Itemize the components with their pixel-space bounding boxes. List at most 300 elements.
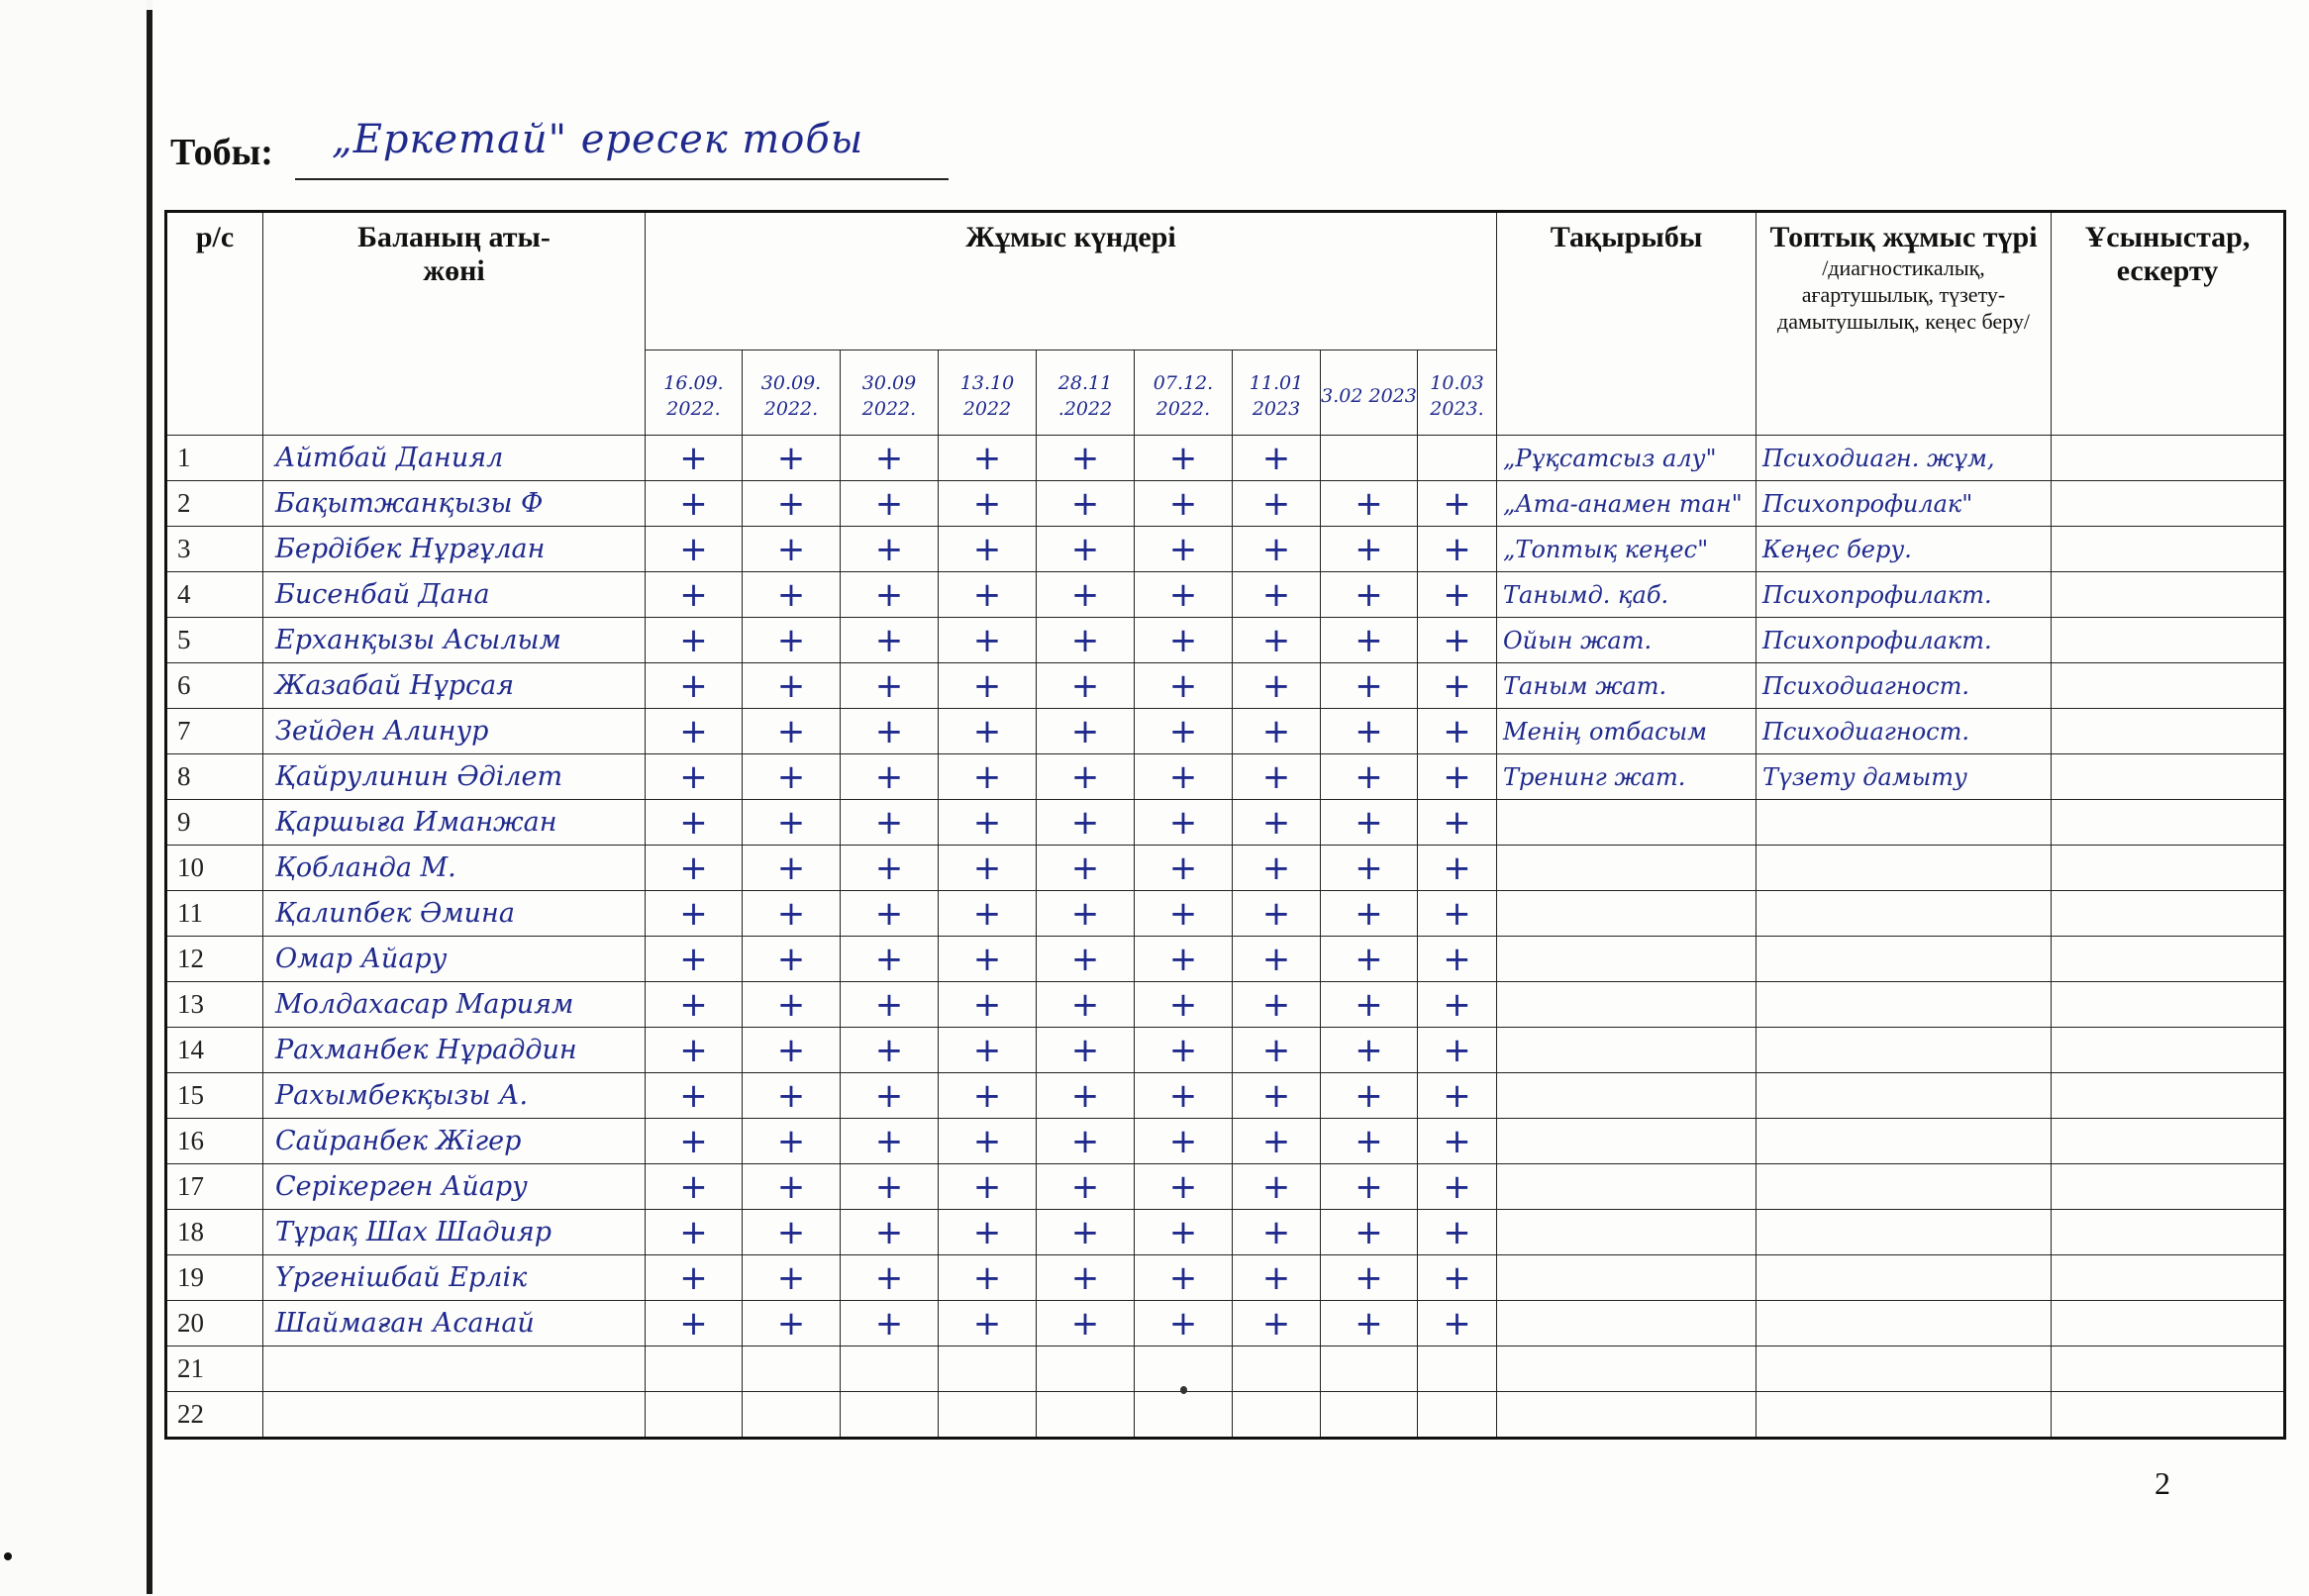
attendance-mark: +: [939, 1028, 1037, 1073]
attendance-mark: +: [646, 1164, 743, 1210]
attendance-mark: +: [743, 1210, 841, 1255]
attendance-mark: +: [841, 1301, 939, 1347]
page-number: 2: [2155, 1465, 2170, 1501]
table-row: [166, 1210, 2285, 1255]
attendance-mark: [1321, 436, 1418, 481]
remarks-cell: [2052, 754, 2285, 800]
child-name: [263, 1347, 646, 1392]
attendance-mark: +: [939, 937, 1037, 982]
row-number: 12: [166, 937, 263, 982]
attendance-mark: +: [1321, 1119, 1418, 1164]
table-row: [166, 800, 2285, 846]
date-header: 16.09. 2022.: [646, 350, 743, 436]
attendance-mark: +: [646, 846, 743, 891]
remarks-cell: [2052, 982, 2285, 1028]
attendance-mark: +: [1037, 982, 1135, 1028]
attendance-mark: +: [646, 527, 743, 572]
topic-cell: Тренинг жат.: [1497, 754, 1757, 800]
attendance-mark: +: [1135, 800, 1233, 846]
attendance-mark: +: [1418, 800, 1497, 846]
attendance-mark: +: [743, 663, 841, 709]
attendance-mark: +: [646, 1073, 743, 1119]
attendance-table: [164, 210, 2286, 1440]
attendance-mark: +: [841, 663, 939, 709]
attendance-mark: +: [1233, 1210, 1321, 1255]
attendance-mark: [1233, 1347, 1321, 1392]
attendance-mark: +: [1321, 663, 1418, 709]
attendance-mark: +: [841, 481, 939, 527]
attendance-mark: +: [841, 709, 939, 754]
attendance-mark: +: [1418, 1164, 1497, 1210]
header-work-type-note: /диагностикалық, ағартушылық, түзету-дамытушылық, кеңес беру/: [1777, 255, 2030, 334]
attendance-mark: +: [1321, 1255, 1418, 1301]
child-name: Үргенішбай Ерлік: [263, 1255, 646, 1301]
attendance-mark: +: [1037, 527, 1135, 572]
attendance-mark: +: [1233, 1073, 1321, 1119]
attendance-mark: +: [939, 527, 1037, 572]
attendance-mark: +: [1321, 481, 1418, 527]
attendance-mark: +: [1037, 846, 1135, 891]
attendance-mark: +: [1233, 663, 1321, 709]
attendance-mark: +: [1037, 618, 1135, 663]
attendance-mark: +: [1135, 937, 1233, 982]
work-type-cell: [1757, 1073, 2052, 1119]
attendance-mark: +: [743, 1073, 841, 1119]
attendance-mark: +: [743, 1164, 841, 1210]
attendance-mark: [939, 1347, 1037, 1392]
remarks-cell: [2052, 527, 2285, 572]
work-type-cell: [1757, 1301, 2052, 1347]
attendance-mark: +: [1037, 481, 1135, 527]
child-name: Қайрулинин Әділет: [263, 754, 646, 800]
topic-cell: [1497, 1347, 1757, 1392]
attendance-mark: +: [1135, 1164, 1233, 1210]
attendance-mark: +: [841, 618, 939, 663]
attendance-mark: +: [939, 982, 1037, 1028]
attendance-mark: +: [1233, 1255, 1321, 1301]
work-type-cell: [1757, 982, 2052, 1028]
attendance-mark: +: [1418, 1073, 1497, 1119]
topic-cell: [1497, 891, 1757, 937]
attendance-mark: +: [1135, 572, 1233, 618]
row-number: 8: [166, 754, 263, 800]
row-number: 19: [166, 1255, 263, 1301]
topic-cell: [1497, 1073, 1757, 1119]
row-number: 9: [166, 800, 263, 846]
work-type-cell: [1757, 1210, 2052, 1255]
attendance-mark: +: [841, 1164, 939, 1210]
attendance-mark: +: [1135, 709, 1233, 754]
attendance-mark: +: [1135, 1073, 1233, 1119]
row-number: 14: [166, 1028, 263, 1073]
table-row: [166, 1073, 2285, 1119]
attendance-mark: +: [841, 1255, 939, 1301]
child-name: Бақытжанқызы Ф: [263, 481, 646, 527]
table-row: [166, 1164, 2285, 1210]
attendance-mark: +: [939, 436, 1037, 481]
attendance-mark: +: [1135, 663, 1233, 709]
attendance-mark: +: [1321, 937, 1418, 982]
row-number: 15: [166, 1073, 263, 1119]
header-name-text: Баланың аты-жөні: [357, 221, 551, 287]
child-name: Рахымбекқызы А.: [263, 1073, 646, 1119]
attendance-mark: +: [1418, 527, 1497, 572]
attendance-mark: +: [1321, 527, 1418, 572]
attendance-mark: +: [939, 572, 1037, 618]
attendance-mark: +: [1418, 937, 1497, 982]
attendance-mark: +: [1135, 846, 1233, 891]
attendance-mark: +: [1418, 1210, 1497, 1255]
table-row: [166, 709, 2285, 754]
work-type-cell: Түзету дамыту: [1757, 754, 2052, 800]
work-type-cell: [1757, 891, 2052, 937]
attendance-mark: +: [1321, 1301, 1418, 1347]
child-name: Сайранбек Жігер: [263, 1119, 646, 1164]
attendance-mark: +: [841, 1119, 939, 1164]
attendance-mark: +: [1418, 1301, 1497, 1347]
attendance-mark: +: [646, 663, 743, 709]
attendance-mark: +: [646, 1210, 743, 1255]
child-name: Қобланда М.: [263, 846, 646, 891]
work-type-cell: [1757, 1028, 2052, 1073]
date-header: 3.02 2023: [1321, 350, 1418, 436]
attendance-mark: [1418, 1392, 1497, 1439]
attendance-mark: +: [646, 572, 743, 618]
row-number: 17: [166, 1164, 263, 1210]
row-number: 5: [166, 618, 263, 663]
attendance-mark: +: [841, 754, 939, 800]
attendance-mark: +: [1418, 618, 1497, 663]
attendance-mark: +: [646, 436, 743, 481]
attendance-mark: +: [646, 1028, 743, 1073]
attendance-mark: +: [1037, 1301, 1135, 1347]
attendance-mark: +: [1233, 937, 1321, 982]
attendance-mark: +: [646, 754, 743, 800]
attendance-mark: +: [939, 1255, 1037, 1301]
date-header: 13.10 2022: [939, 350, 1037, 436]
topic-cell: „Ата-анамен тан": [1497, 481, 1757, 527]
topic-cell: [1497, 1392, 1757, 1439]
attendance-mark: +: [1418, 572, 1497, 618]
attendance-mark: +: [1037, 1210, 1135, 1255]
work-type-cell: Психопрофилак": [1757, 481, 2052, 527]
table-row: [166, 754, 2285, 800]
date-header: 30.09 2022.: [841, 350, 939, 436]
child-name: Бисенбай Дана: [263, 572, 646, 618]
table-row: [166, 937, 2285, 982]
header-work-type: [1757, 212, 2052, 436]
work-type-cell: Психодиагн. жұм,: [1757, 436, 2052, 481]
attendance-mark: +: [1418, 982, 1497, 1028]
attendance-mark: +: [1233, 800, 1321, 846]
attendance-mark: +: [841, 891, 939, 937]
row-number: 1: [166, 436, 263, 481]
child-name: [263, 1392, 646, 1439]
header-name: [263, 212, 646, 436]
attendance-mark: +: [939, 754, 1037, 800]
topic-cell: Танымд. қаб.: [1497, 572, 1757, 618]
row-number: 13: [166, 982, 263, 1028]
attendance-mark: +: [841, 800, 939, 846]
work-type-cell: Кеңес беру.: [1757, 527, 2052, 572]
work-type-cell: Психопрофилакт.: [1757, 618, 2052, 663]
remarks-cell: [2052, 709, 2285, 754]
attendance-mark: +: [743, 891, 841, 937]
attendance-mark: [1233, 1392, 1321, 1439]
attendance-mark: +: [1037, 709, 1135, 754]
attendance-mark: +: [939, 891, 1037, 937]
work-type-cell: Психопрофилакт.: [1757, 572, 2052, 618]
remarks-cell: [2052, 1119, 2285, 1164]
attendance-mark: +: [1321, 1210, 1418, 1255]
row-number: 6: [166, 663, 263, 709]
attendance-mark: +: [939, 1164, 1037, 1210]
attendance-mark: [939, 1392, 1037, 1439]
attendance-mark: +: [841, 1210, 939, 1255]
attendance-mark: +: [646, 800, 743, 846]
attendance-mark: +: [1321, 572, 1418, 618]
remarks-cell: [2052, 1255, 2285, 1301]
attendance-mark: +: [1321, 891, 1418, 937]
scan-speck: [4, 1552, 12, 1560]
work-type-cell: [1757, 937, 2052, 982]
child-name: Зейден Алинур: [263, 709, 646, 754]
topic-cell: [1497, 1255, 1757, 1301]
attendance-mark: +: [939, 481, 1037, 527]
attendance-mark: [1135, 1347, 1233, 1392]
child-name: Молдахасар Мариям: [263, 982, 646, 1028]
row-number: 18: [166, 1210, 263, 1255]
attendance-mark: [1418, 436, 1497, 481]
attendance-mark: [743, 1392, 841, 1439]
topic-cell: [1497, 1119, 1757, 1164]
date-header: 11.01 2023: [1233, 350, 1321, 436]
table-row: [166, 982, 2285, 1028]
topic-cell: [1497, 846, 1757, 891]
work-type-cell: [1757, 800, 2052, 846]
attendance-mark: +: [939, 1301, 1037, 1347]
attendance-mark: +: [743, 709, 841, 754]
attendance-mark: +: [841, 436, 939, 481]
topic-cell: [1497, 800, 1757, 846]
remarks-cell: [2052, 1210, 2285, 1255]
topic-cell: Таным жат.: [1497, 663, 1757, 709]
row-number: 16: [166, 1119, 263, 1164]
child-name: Омар Айару: [263, 937, 646, 982]
attendance-mark: +: [743, 754, 841, 800]
attendance-mark: +: [1233, 982, 1321, 1028]
attendance-mark: +: [939, 618, 1037, 663]
date-header: 10.03 2023.: [1418, 350, 1497, 436]
attendance-mark: +: [1037, 1164, 1135, 1210]
header-work-days: Жұмыс күндері: [646, 212, 1497, 350]
attendance-mark: [1418, 1347, 1497, 1392]
attendance-mark: +: [1135, 1119, 1233, 1164]
attendance-mark: +: [1135, 527, 1233, 572]
attendance-mark: +: [1037, 1255, 1135, 1301]
attendance-mark: +: [743, 618, 841, 663]
attendance-mark: +: [646, 1119, 743, 1164]
remarks-cell: [2052, 846, 2285, 891]
topic-cell: „Рұқсатсыз алу": [1497, 436, 1757, 481]
attendance-mark: [841, 1347, 939, 1392]
attendance-mark: [1037, 1347, 1135, 1392]
remarks-cell: [2052, 663, 2285, 709]
attendance-mark: +: [646, 618, 743, 663]
attendance-mark: +: [841, 527, 939, 572]
attendance-mark: [1037, 1392, 1135, 1439]
attendance-mark: +: [646, 891, 743, 937]
table-row: [166, 1301, 2285, 1347]
attendance-mark: +: [1418, 1255, 1497, 1301]
topic-cell: [1497, 1301, 1757, 1347]
table-row: [166, 527, 2285, 572]
topic-cell: [1497, 982, 1757, 1028]
attendance-mark: +: [1135, 754, 1233, 800]
row-number: 2: [166, 481, 263, 527]
attendance-mark: +: [841, 846, 939, 891]
attendance-mark: +: [1321, 1028, 1418, 1073]
remarks-cell: [2052, 1028, 2285, 1073]
remarks-cell: [2052, 481, 2285, 527]
attendance-mark: +: [1321, 982, 1418, 1028]
child-name: Қалипбек Әмина: [263, 891, 646, 937]
child-name: Шаймаған Асанай: [263, 1301, 646, 1347]
attendance-mark: +: [743, 527, 841, 572]
table-row: [166, 846, 2285, 891]
date-header: 30.09. 2022.: [743, 350, 841, 436]
attendance-mark: +: [743, 436, 841, 481]
attendance-mark: +: [1418, 481, 1497, 527]
work-type-cell: Психодиагност.: [1757, 709, 2052, 754]
attendance-mark: +: [1233, 436, 1321, 481]
attendance-mark: +: [743, 982, 841, 1028]
attendance-mark: +: [841, 1073, 939, 1119]
attendance-mark: [841, 1392, 939, 1439]
remarks-cell: [2052, 1392, 2285, 1439]
remarks-cell: [2052, 1164, 2285, 1210]
attendance-mark: +: [646, 481, 743, 527]
attendance-mark: +: [743, 1255, 841, 1301]
table-row: [166, 1119, 2285, 1164]
attendance-mark: +: [646, 1255, 743, 1301]
attendance-mark: +: [1321, 1073, 1418, 1119]
attendance-mark: +: [841, 1028, 939, 1073]
attendance-mark: +: [1418, 754, 1497, 800]
attendance-mark: +: [1037, 436, 1135, 481]
topic-cell: [1497, 1164, 1757, 1210]
attendance-mark: [743, 1347, 841, 1392]
work-type-cell: [1757, 1255, 2052, 1301]
attendance-mark: +: [1418, 1028, 1497, 1073]
table-row: [166, 1392, 2285, 1439]
attendance-mark: +: [743, 572, 841, 618]
attendance-mark: +: [1037, 891, 1135, 937]
table-row: [166, 1347, 2285, 1392]
group-value-handwritten: „Еркетай" ересек тобы: [332, 117, 864, 162]
attendance-mark: +: [939, 1119, 1037, 1164]
remarks-cell: [2052, 572, 2285, 618]
attendance-mark: +: [1037, 572, 1135, 618]
attendance-mark: +: [1321, 800, 1418, 846]
attendance-mark: +: [1233, 754, 1321, 800]
child-name: Қаршыға Иманжан: [263, 800, 646, 846]
attendance-mark: +: [1321, 754, 1418, 800]
work-type-cell: [1757, 1164, 2052, 1210]
attendance-mark: +: [939, 1210, 1037, 1255]
attendance-mark: +: [1233, 481, 1321, 527]
date-header: 07.12. 2022.: [1135, 350, 1233, 436]
attendance-mark: +: [1233, 572, 1321, 618]
table-row: [166, 891, 2285, 937]
row-number: 11: [166, 891, 263, 937]
attendance-mark: +: [1037, 1073, 1135, 1119]
table-row: [166, 663, 2285, 709]
group-underline: [295, 178, 949, 180]
remarks-cell: [2052, 436, 2285, 481]
row-number: 10: [166, 846, 263, 891]
remarks-cell: [2052, 937, 2285, 982]
attendance-mark: +: [1037, 1119, 1135, 1164]
attendance-mark: +: [1037, 1028, 1135, 1073]
attendance-mark: +: [1418, 663, 1497, 709]
attendance-mark: +: [939, 709, 1037, 754]
attendance-mark: +: [1321, 1164, 1418, 1210]
attendance-mark: +: [841, 937, 939, 982]
attendance-mark: +: [1233, 1119, 1321, 1164]
attendance-mark: +: [743, 846, 841, 891]
attendance-mark: +: [1135, 436, 1233, 481]
topic-cell: [1497, 1210, 1757, 1255]
attendance-mark: +: [841, 572, 939, 618]
attendance-mark: +: [1418, 1119, 1497, 1164]
attendance-mark: +: [1321, 618, 1418, 663]
work-type-cell: [1757, 846, 2052, 891]
attendance-mark: +: [743, 800, 841, 846]
attendance-mark: +: [939, 663, 1037, 709]
row-number: 4: [166, 572, 263, 618]
attendance-mark: +: [743, 1119, 841, 1164]
attendance-mark: +: [1233, 618, 1321, 663]
attendance-mark: +: [1135, 1028, 1233, 1073]
attendance-mark: +: [1135, 618, 1233, 663]
attendance-mark: +: [1135, 891, 1233, 937]
row-number: 22: [166, 1392, 263, 1439]
header-topic: Тақырыбы: [1497, 212, 1757, 436]
attendance-mark: +: [646, 709, 743, 754]
attendance-mark: +: [743, 1028, 841, 1073]
attendance-mark: +: [743, 481, 841, 527]
date-header: 28.11 .2022: [1037, 350, 1135, 436]
work-type-cell: [1757, 1119, 2052, 1164]
attendance-mark: +: [939, 800, 1037, 846]
table-row: [166, 481, 2285, 527]
attendance-mark: +: [1321, 709, 1418, 754]
child-name: Бердібек Нұрғұлан: [263, 527, 646, 572]
facing-page: [0, 0, 147, 1596]
child-name: Рахманбек Нұраддин: [263, 1028, 646, 1073]
header-number: р/с: [166, 212, 263, 436]
attendance-mark: [1321, 1392, 1418, 1439]
attendance-mark: +: [1233, 527, 1321, 572]
attendance-mark: +: [1037, 754, 1135, 800]
remarks-cell: [2052, 891, 2285, 937]
attendance-mark: +: [1037, 937, 1135, 982]
attendance-mark: +: [646, 1301, 743, 1347]
work-type-cell: [1757, 1392, 2052, 1439]
attendance-mark: +: [1321, 846, 1418, 891]
attendance-mark: [1321, 1347, 1418, 1392]
